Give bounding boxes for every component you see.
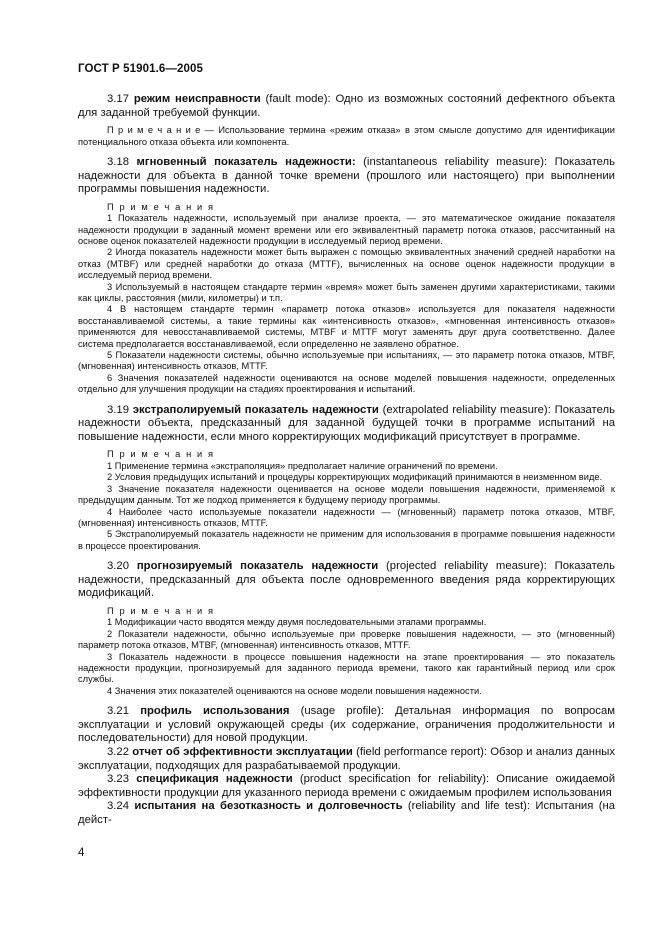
term-name: спецификация надежности (136, 773, 293, 786)
term-name: экстраполируемый показатель надежности (132, 403, 379, 416)
note-item: 6 Значения показателей надежности оцениваются на основе моделей повышения надежности, определенных отдельно для улучшения продукции на стадиях проектирования и испытаний. (78, 372, 615, 395)
term-name: режим неисправности (133, 93, 261, 105)
term-3-18 (78, 156, 615, 197)
note-item: 4 В настоящем стандарте термин «параметр потока отказов» используется для показателя надежности восстанавливаемой системы, а такие термины как «интенсивность отказов», «мгновенная интенсивность отказов» применяются для невосстанавливаемой системы, MTBF и MTTF могут заменять друг друга соответственно. Далее система предполагается восстанавливаемой, если определенно не заявлено обратное. (78, 304, 615, 349)
term-number: 3.19 (107, 403, 129, 416)
page-content (78, 93, 615, 828)
note-label: П р и м е ч а н и е (107, 125, 201, 136)
term-number: 3.20 (107, 560, 129, 573)
note-item: 5 Экстраполируемый показатель надежности не применим для использования в программе повышения надежности в процессе проектирования. (78, 529, 615, 551)
note-text: — Использование термина «режим отказа» в этом смысле допустимо для идентификации потенциального отказа объекта или компонента. (78, 125, 615, 147)
note-item: 1 Применение термина «экстраполяция» предполагает наличие ограничений по времени. (107, 460, 498, 471)
term-number: 3.23 (107, 773, 129, 786)
note-item: 4 Значения этих показателей оцениваются на основе модели повышения надежности. (107, 685, 482, 696)
term-3-24 (78, 800, 615, 827)
note-item: 2 Условия предыдущих испытаний и процедуры корректирующих модификаций принимаются в неизменном виде. (107, 472, 603, 483)
term-definition: (usage profile): Детальная информация по вопросам эксплуатации и условий окружающей среды (их содержание, ограничения продолжительности и последовательности) для новой продукции. (78, 705, 616, 745)
notes-heading: П р и м е ч а н и я (107, 201, 215, 212)
note-item: 2 Показатели надежности, обычно используемые при проверке повышения надежности, — это (мгновенный) параметр потока отказов, MTBF, (мгновенная) интенсивность отказов, MTTF. (78, 628, 615, 651)
term-name: профиль использования (140, 705, 290, 718)
note-item: 1 Показатель надежности, используемый при анализе проекта, — это математическое ожидание показателя надежности продукции в заданный момент времени или его эквивалентный параметр потока отказов, рассчитанный на основе оценок показателей надежности продукции в исследуемый период времени. (78, 213, 615, 246)
term-number: 3.22 (107, 745, 129, 758)
term-definition: (projected reliability measure): Показатель надежности, предсказанный для объекта после одновременного введения ряда корректирующих модификаций. (78, 560, 615, 600)
document-header: ГОСТ Р 51901.6—2005 (78, 63, 203, 75)
note-3-17 (78, 125, 615, 148)
term-definition: (reliability and life test): Испытания (на дейст- (78, 800, 615, 826)
notes-heading: П р и м е ч а н и я (107, 449, 215, 460)
term-3-20 (78, 560, 615, 601)
term-definition: (extrapolated reliability measure): Показатель надежности объекта, предсказанный для заданной будущей точки в программе испытаний на повышение надежности, если много корректирующих модификаций присутствует в программе. (78, 403, 615, 443)
note-item: 3 Показатель надежности в процессе повышения надежности на этапе проектирования — это показатель надежности продукции, прогнозируемый для заданного периода времени, такого как гарантийный период или срок службы. (78, 651, 615, 685)
note-item: 2 Иногда показатель надежности может быть выражен с помощью эквивалентных значений средней наработки на отказ (MTBF) или средней наработки до отказа (MTTF), вычисленных на основе оценок надежности продукции в исследуемый период времени. (78, 247, 615, 281)
term-number: 3.17 (107, 93, 129, 105)
term-number: 3.18 (107, 156, 129, 168)
term-3-21 (78, 705, 615, 746)
note-item: 4 Наиболее часто используемые показатели надежности — (мгновенный) параметр потока отказов, MTBF, (мгновенная) интенсивность отказов, MTTF. (78, 506, 615, 528)
note-item: 3 Значение показателя надежности оценивается на основе модели повышения надежности, применяемой к предыдущим данным. Тот же подход применяется к будущему периоду программы. (78, 483, 615, 506)
note-item: 5 Показатели надежности системы, обычно используемые при испытаниях, — это параметр потока отказов, MTBF, (мгновенная) интенсивность отказов, MTTF. (78, 350, 615, 372)
term-3-23 (78, 773, 615, 800)
term-3-22 (78, 746, 615, 773)
term-definition: (fault mode): Одно из возможных состояний дефектного объекта для заданной требуемой функции. (78, 93, 615, 119)
page-number: 4 (78, 847, 85, 859)
term-name: отчет об эффективности эксплуатации (132, 745, 353, 758)
term-definition: (product specification for reliability): Описание ожидаемой эффективности продукции для указанного периода времени с ожидаемым профилем использования (78, 773, 616, 799)
term-number: 3.21 (107, 705, 129, 718)
notes-heading: П р и м е ч а н и я (107, 605, 215, 616)
term-name: прогнозируемый показатель надежности (136, 560, 379, 573)
term-definition: (instantaneous reliability measure): Показатель надежности для объекта в данной точке времени (прошлого или настоящего) при выполнении программы повышения надежности. (78, 156, 616, 196)
term-name: испытания на безотказность и долговечность (134, 800, 403, 813)
note-item: 1 Модификации часто вводятся между двумя последовательными этапами программы. (107, 617, 487, 628)
note-item: 3 Используемый в настоящем стандарте термин «время» может быть заменен другими характеристиками, такими как циклы, расстояния (мили, километры) и т.п. (78, 281, 615, 304)
term-number: 3.24 (107, 800, 129, 813)
term-name: мгновенный показатель надежности: (136, 156, 356, 168)
term-3-19 (78, 404, 615, 445)
term-3-17 (78, 93, 615, 120)
term-definition: (field performance report): Обзор и анализ данных эксплуатации, подходящих для разрабатываемой продукции. (78, 745, 616, 772)
